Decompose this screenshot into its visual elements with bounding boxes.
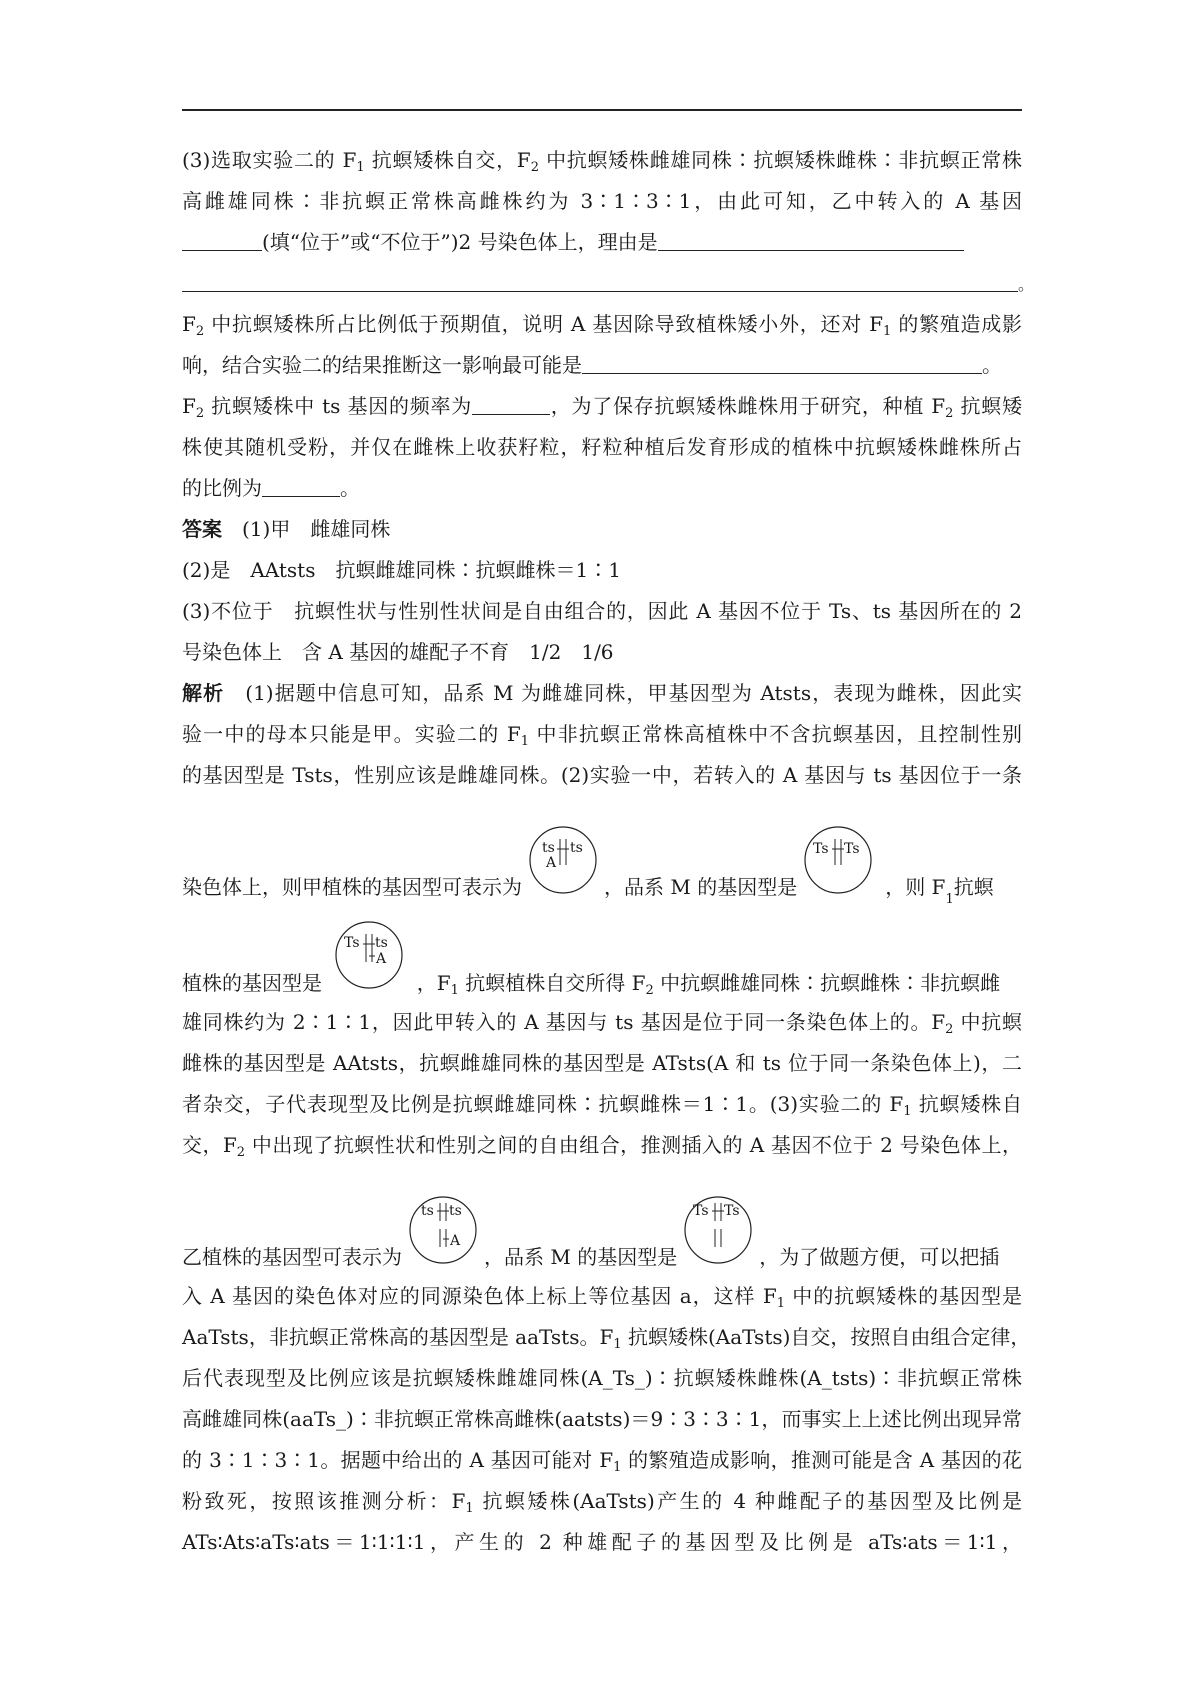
answer-label: 答案 <box>182 517 222 541</box>
svg-text:ts: ts <box>375 935 389 951</box>
analysis-line-7: 雌株的基因型是 AAtsts，抗螟雌雄同株的基因型是 ATsts(A 和 ts 位于同一条染色体上)，二 <box>182 1051 1022 1075</box>
svg-text:Ts: Ts <box>844 841 860 857</box>
q3-line-7: $F_2$ 抗螟矮株中 ts 基因的频率为 ，为了保存抗螟矮株雌株用于研究，种植 $F_2$ 抗螟矮 <box>182 394 1023 421</box>
answer-blank <box>658 232 964 251</box>
svg-text:A: A <box>450 1233 461 1249</box>
svg-text:Ts: Ts <box>344 935 360 951</box>
analysis-line-2: 验一中的母本只能是甲。实验二的 $F_1$ 中非抗螟正常株高植株中不含抗螟基因，且控制性别 <box>182 722 1023 749</box>
q3-line-3: (填“位于”或“不位于”)2 号染色体上，理由是 <box>182 222 1022 263</box>
analysis-line-4: 染色体上，则甲植株的基因型可表示为 ts ts A ，品系 M 的基因型是 Ts Ts ，则 F 1 抗螟 <box>182 796 1022 906</box>
analysis-line-3: 的基因型是 Tsts，性别应该是雌雄同株。(2)实验一中，若转入的 A 基因与 ts 基因位于一条 <box>182 763 1022 787</box>
answer-blank <box>582 355 982 374</box>
svg-text:ts: ts <box>421 1203 434 1219</box>
answer-blank <box>182 273 1018 292</box>
analysis-line-1: 解析 (1)据题中信息可知，品系 M 为雌雄同株，甲基因型为 Atsts，表现为雌株，因此实 <box>182 681 1023 705</box>
q3-line-1: (3)选取实验二的 $F_1$ 抗螟矮株自交，$F_2$ 中抗螟矮株雌雄同株∶抗螟矮株雌株∶非抗螟正常株 <box>182 148 1023 175</box>
answer-blank <box>262 478 340 497</box>
genotype-diagram-m2 <box>683 1195 753 1270</box>
answer-line-1: 答案 (1)甲 雌雄同株 <box>182 517 391 541</box>
q3-line-4: 。 <box>182 263 1022 304</box>
analysis-line-13: 后代表现型及比例应该是抗螟矮株雌雄同株(A_Ts_)∶抗螟矮株雌株(A_tsts)∶非抗螟正常株 <box>182 1366 1022 1390</box>
analysis-line-9: 交，$F_2$ 中出现了抗螟性状和性别之间的自由组合，推测插入的 A 基因不位于 2 号染色体上， <box>182 1133 1022 1160</box>
answer-line-2: (2)是 AAtsts 抗螟雌雄同株∶抗螟雌株＝1∶1 <box>182 558 621 582</box>
analysis-line-16: 粉致死，按照该推测分析：$F_1$ 抗螟矮株(AaTsts)产生的 4 种雌配子的基因型及比例是 <box>182 1489 1022 1516</box>
analysis-line-8: 者杂交，子代表现型及比例是抗螟雌雄同株∶抗螟雌株＝1∶1。(3)实验二的 $F_1$ 抗螟矮株自 <box>182 1092 1022 1119</box>
analysis-line-17: ATs∶Ats∶aTs∶ats＝1∶1∶1∶1，产生的 2 种雄配子的基因型及比例是 aTs∶ats＝1∶1， <box>182 1530 1022 1554</box>
analysis-line-11: 入 A 基因的染色体对应的同源染色体上标上等位基因 a，这样 $F_1$ 中的抗螟矮株的基因型是 <box>182 1284 1022 1311</box>
svg-text:Ts: Ts <box>693 1203 709 1219</box>
genotype-diagram-m <box>803 825 873 900</box>
header-rule <box>182 109 1022 111</box>
genotype-diagram-yi <box>408 1195 478 1270</box>
analysis-line-10: 乙植株的基因型可表示为 ts ts A ，品系 M 的基因型是 Ts Ts ，为了做题方便，可以把插 <box>182 1166 1022 1276</box>
page-content <box>182 140 1035 1563</box>
analysis-line-6: 雄同株约为 2∶1∶1，因此甲转入的 A 基因与 ts 基因是位于同一条染色体上的。$F_2$ 中抗螟 <box>182 1010 1022 1037</box>
q3-line-9: 的比例为 。 <box>182 476 360 500</box>
svg-text:ts: ts <box>570 840 583 856</box>
analysis-label: 解析 <box>182 681 225 705</box>
svg-text:Ts: Ts <box>813 841 829 857</box>
analysis-line-12: AaTsts，非抗螟正常株高的基因型是 aaTsts。$F_1$ 抗螟矮株(AaTsts)自交，按照自由组合定律， <box>182 1325 1031 1352</box>
analysis-line-5: 植株的基因型是 Ts ts A ，$F_1$ 抗螟植株自交所得 $F_2$ 中抗螟雌雄同株∶抗螟雌株∶非抗螟雌 <box>182 906 1022 1002</box>
q3-line-6: 响，结合实验二的结果推断这一影响最可能是 。 <box>182 353 1002 377</box>
genotype-diagram-f1 <box>334 920 404 995</box>
svg-text:A: A <box>546 855 557 871</box>
answer-line-3: (3)不位于 抗螟性状与性别性状间是自由组合的，因此 A 基因不位于 Ts、ts 基因所在的 2 <box>182 599 1022 623</box>
svg-text:A: A <box>376 951 387 967</box>
svg-text:Ts: Ts <box>724 1203 740 1219</box>
answer-blank <box>182 232 262 251</box>
q3-line-8: 株使其随机受粉，并仅在雌株上收获籽粒，籽粒种植后发育形成的植株中抗螟矮株雌株所占 <box>182 435 1022 459</box>
q3-line-5: $F_2$ 中抗螟矮株所占比例低于预期值，说明 A 基因除导致植株矮小外，还对 $F_1$ 的繁殖造成影 <box>182 312 1023 339</box>
svg-text:ts: ts <box>449 1203 462 1219</box>
q3-line-2: 高雌雄同株∶非抗螟正常株高雌株约为 3∶1∶3∶1，由此可知，乙中转入的 A 基因 <box>182 189 1022 213</box>
answer-line-4: 号染色体上 含 A 基因的雄配子不育 1/2 1/6 <box>182 640 614 664</box>
genotype-diagram-jia <box>528 825 598 900</box>
analysis-line-14: 高雌雄同株(aaTs_)∶非抗螟正常株高雌株(aatsts)＝9∶3∶3∶1，而事实上上述比例出现异常 <box>182 1407 1022 1431</box>
analysis-line-15: 的 3∶1∶3∶1。据题中给出的 A 基因可能对 $F_1$ 的繁殖造成影响，推测可能是含 A 基因的花 <box>182 1448 1023 1475</box>
answer-blank <box>472 396 550 415</box>
svg-text:ts: ts <box>542 840 555 856</box>
